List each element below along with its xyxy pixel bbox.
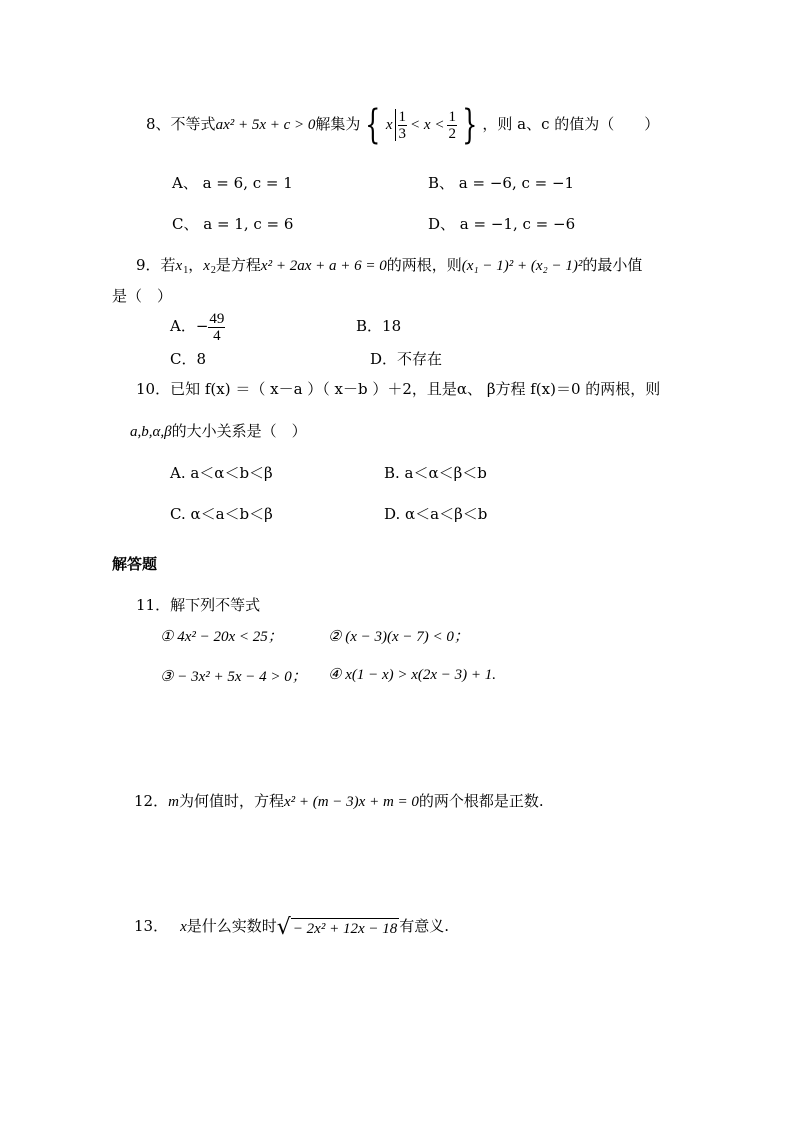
q12-equation: x² + (m − 3)x + m = 0 <box>283 794 419 810</box>
q9-text-c: 的两根，则 <box>386 256 462 274</box>
q8-option-a: A、 a = 6, c = 1 <box>172 174 293 192</box>
set-bar <box>395 109 396 141</box>
q9-stem-line1: 9．若$x_1$，$x_2$是方程x² + 2ax + a + 6 = 0的两根，则(x₁ − 1)² + (x₂ − 1)²的最小值 <box>136 256 643 276</box>
q10-option-d: D. α＜a＜β＜b <box>384 505 488 523</box>
q11-part-2: ② (x − 3)(x − 7) < 0； <box>328 629 469 645</box>
q10-option-c: C. α＜a＜b＜β <box>170 505 273 523</box>
q9-text-d: 的最小值 <box>582 256 643 274</box>
section-heading: 解答题 <box>112 555 158 573</box>
q9-x1: x <box>175 258 183 274</box>
q12-number: 12． <box>134 792 169 810</box>
q9-equation: x² + 2ax + a + 6 = 0 <box>260 258 387 274</box>
q8-option-b: B、 a = −6, c = −1 <box>428 174 575 192</box>
q13-variable-x: x <box>180 919 187 935</box>
q11-part-3: ③ − 3x² + 5x − 4 > 0； <box>160 669 307 685</box>
q8-relation: < x < <box>410 117 445 133</box>
q13-number: 13． <box>134 917 169 935</box>
q13-text-a: 是什么实数时 <box>186 917 277 935</box>
q9-option-a-fraction: $\frac{49}{4}$ <box>209 310 225 344</box>
q10-variables: a,b,α,β <box>130 424 172 440</box>
q9-text-b: 是方程 <box>215 256 261 274</box>
q9-prefix: 9．若 <box>136 256 176 274</box>
q13-radicand: − 2x² + 12x − 18 <box>291 918 399 938</box>
q8-pre-text: 不等式 <box>170 115 216 133</box>
q8-number: 8、 <box>146 115 171 133</box>
q8-post-text: ，则 a、c 的值为（ ） <box>482 115 660 133</box>
q11-part-4: ④ x(1 − x) > x(2x − 3) + 1. <box>328 667 497 683</box>
q9-expression: (x₁ − 1)² + (x₂ − 1)² <box>461 258 583 274</box>
q11-title: 11．解下列不等式 <box>136 596 261 614</box>
q9-comma: ， <box>188 256 204 274</box>
q8-lower-fraction: $\frac{1}{3}$ <box>398 108 407 142</box>
q10-text: 的大小关系是（ ） <box>171 422 307 440</box>
q12-text-a: 为何值时，方程 <box>178 792 284 810</box>
q8-upper-fraction: $\frac{1}{2}$ <box>448 108 456 142</box>
square-root-icon: √ − 2x² + 12x − 18 <box>276 915 398 940</box>
q12-text-b: 的两个根都是正数. <box>418 792 544 810</box>
q10-option-a: A. a＜α＜b＜β <box>170 464 273 482</box>
q9-option-b: B．18 <box>356 317 402 335</box>
q9-option-a: A．− $\frac{49}{4}$ <box>170 310 225 344</box>
q12-variable-m: m <box>168 794 179 810</box>
q13-text-b: 有意义. <box>399 917 450 935</box>
q8-option-d: D、 a = −1, c = −6 <box>428 215 576 233</box>
q8-stem <box>146 102 660 148</box>
q10-option-b: B. a＜α＜β＜b <box>384 464 487 482</box>
q8-inequality: ax² + 5x + c > 0 <box>215 117 316 133</box>
q8-option-c: C、 a = 1, c = 6 <box>172 215 294 233</box>
q9-option-c: C．8 <box>170 350 207 368</box>
left-brace-icon: { <box>365 102 381 148</box>
q9-option-d: D．不存在 <box>370 350 443 368</box>
right-brace-icon: } <box>462 102 478 148</box>
q11-part-1: ① 4x² − 20x < 25； <box>160 629 283 645</box>
q12-stem <box>134 790 544 811</box>
q9-stem-line2: 是（ ） <box>112 287 173 305</box>
q13-stem <box>134 913 449 940</box>
q10-stem-line2 <box>130 420 307 441</box>
q10-stem-line1: 10．已知 f(x) ＝（ x－a ）（ x－b ）＋2，且是α、 β方程 f(x)＝0 的两根，则 <box>136 380 661 398</box>
q8-set-variable: x <box>385 117 393 133</box>
q8-mid-text: 解集为 <box>315 115 361 133</box>
q9-x2: x <box>203 258 210 274</box>
